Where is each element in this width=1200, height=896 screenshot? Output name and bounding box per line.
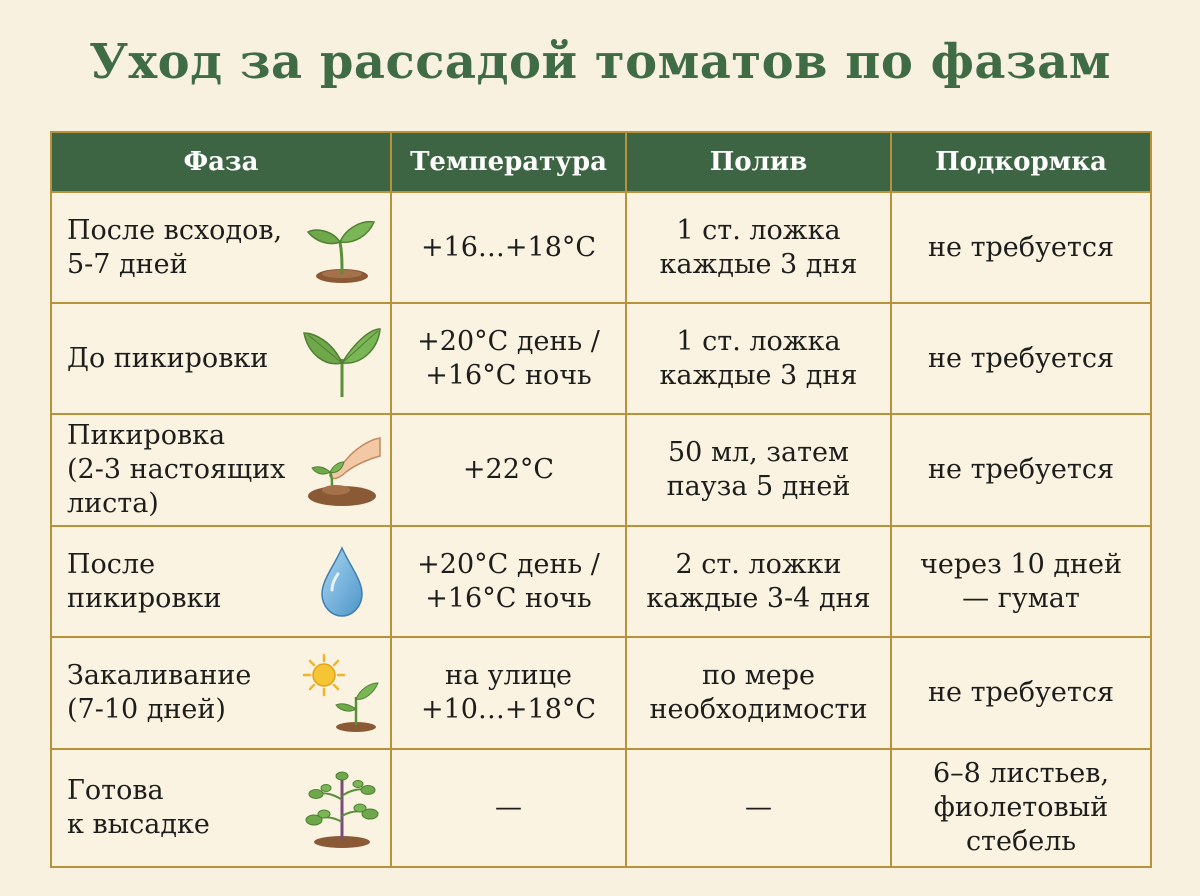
header-phase: Фаза (51, 132, 391, 192)
feeding-value: 6–8 листьев, фиолетовый стебель (932, 758, 1110, 857)
phase-label: Пикировка (2-3 настоящих листа) (67, 420, 286, 519)
phase-cell (51, 526, 391, 637)
watering-value: 50 мл, затем пауза 5 дней (666, 437, 851, 502)
phase-label: До пикировки (67, 342, 269, 374)
temperature-cell (391, 192, 626, 303)
temperature-cell (391, 526, 626, 637)
watering-cell (626, 526, 891, 637)
temperature-value: +16…+18°C (420, 231, 597, 263)
watering-cell (626, 192, 891, 303)
feeding-cell (891, 414, 1151, 526)
watering-value: 2 ст. ложки каждые 3-4 дня (646, 548, 871, 614)
feeding-cell (891, 637, 1151, 749)
temperature-value: +20°C день / +16°C ночь (417, 548, 600, 614)
temperature-value: +22°C (462, 454, 555, 485)
watering-value: 1 ст. ложка каждые 3 дня (659, 325, 858, 391)
watering-cell (626, 414, 891, 526)
header-watering: Полив (626, 132, 891, 192)
temperature-value: на улице +10…+18°C (420, 660, 597, 725)
sun-and-seedling-icon (302, 653, 382, 733)
feeding-cell (891, 192, 1151, 303)
feeding-value: не требуется (928, 231, 1114, 263)
water-drop-icon (302, 542, 382, 622)
feeding-cell (891, 749, 1151, 867)
watering-cell (626, 749, 891, 867)
watering-cell (626, 303, 891, 414)
table-row (51, 749, 1151, 867)
two-leaves-icon (302, 319, 382, 399)
temperature-cell (391, 749, 626, 867)
phase-label: Закаливание (7-10 дней) (67, 660, 252, 725)
watering-value: 1 ст. ложка каждые 3 дня (659, 214, 858, 280)
table-row (51, 303, 1151, 414)
temperature-value: +20°C день / +16°C ночь (417, 325, 600, 391)
table-row (51, 526, 1151, 637)
feeding-value: через 10 дней — гумат (920, 548, 1122, 614)
temperature-cell (391, 637, 626, 749)
temperature-value: — (495, 792, 522, 823)
phase-label: Готова к высадке (67, 775, 210, 840)
phase-cell (51, 637, 391, 749)
feeding-value: не требуется (928, 342, 1114, 374)
table-row (51, 414, 1151, 526)
seedling-sprout-icon (302, 208, 382, 288)
watering-value: — (745, 792, 772, 823)
feeding-cell (891, 526, 1151, 637)
phase-label: После пикировки (67, 548, 222, 614)
table-header-row (51, 132, 1151, 192)
phase-cell (51, 303, 391, 414)
watering-value: по мере необходимости (649, 660, 868, 725)
phase-label: После всходов, 5-7 дней (67, 214, 283, 280)
mature-seedling-icon (302, 768, 382, 848)
header-feeding: Подкормка (891, 132, 1151, 192)
care-table (50, 131, 1152, 868)
phase-cell (51, 192, 391, 303)
temperature-cell (391, 303, 626, 414)
table-row (51, 192, 1151, 303)
feeding-value: не требуется (928, 677, 1114, 708)
watering-cell (626, 637, 891, 749)
phase-cell (51, 414, 391, 526)
temperature-cell (391, 414, 626, 526)
phase-cell (51, 749, 391, 867)
header-temperature: Температура (391, 132, 626, 192)
feeding-value: не требуется (928, 454, 1114, 485)
page-title: Уход за рассадой томатов по фазам (89, 34, 1111, 90)
table-row (51, 637, 1151, 749)
feeding-cell (891, 303, 1151, 414)
hand-transplanting-icon (302, 430, 382, 510)
